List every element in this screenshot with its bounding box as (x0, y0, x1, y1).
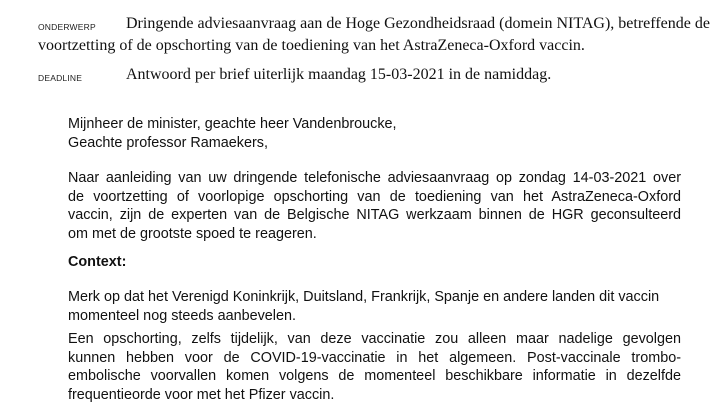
context-paragraph-1 (68, 288, 690, 325)
deadline-label: DEADLINE (38, 73, 83, 83)
context-paragraph-2 (68, 330, 681, 404)
subject-line-2: voortzetting of de opschorting van de toediening van het AstraZeneca-Oxford vaccin. (38, 37, 585, 54)
subject-label: ONDERWERP (38, 22, 96, 32)
intro-paragraph (68, 169, 681, 243)
context-p1-line: momenteel nog steeds aanbevelen. (68, 307, 297, 324)
deadline-text: Antwoord per brief uiterlijk maandag 15-03-2021 in de namiddag. (126, 66, 552, 83)
context-p2-line: Een opschorting, zelfs tijdelijk, van deze vaccinatie zou alleen maar nadelige gevolgen (68, 331, 681, 347)
subject-line-1: Dringende adviesaanvraag aan de Hoge Gezondheidsraad (domein NITAG), betreffende de (126, 15, 710, 32)
intro-line: om met de grootste spoed te reageren. (68, 225, 317, 242)
intro-line: vaccin, zijn de experten van de Belgische NITAG werkzaam binnen de HGR geconsulteerd (68, 207, 681, 224)
intro-line: Naar aanleiding van uw dringende telefonische adviesaanvraag op zondag 14-03-2021 over (68, 170, 681, 186)
context-p2-line: embolische voorvallen komen volgens de momenteel beschikbare informatie in dezelfde (68, 368, 681, 385)
salutation-line-2: Geachte professor Ramaekers, (68, 134, 268, 151)
context-p2-line: frequentieorde voor met het Pfizer vaccin. (68, 386, 335, 403)
context-p1-line: Merk op dat het Verenigd Koninkrijk, Duitsland, Frankrijk, Spanje en andere landen dit vaccin (68, 289, 660, 305)
context-heading: Context: (68, 254, 127, 270)
salutation (68, 115, 690, 152)
context-p2-line: kunnen hebben voor de COVID-19-vaccinatie in het algemeen. Post-vaccinale trombo- (68, 349, 681, 366)
salutation-line-1: Mijnheer de minister, geachte heer Vandenbroucke, (68, 116, 397, 132)
intro-line: de voortzetting of voorlopige opschorting van de toediening van het AstraZeneca-Oxford (68, 188, 681, 205)
